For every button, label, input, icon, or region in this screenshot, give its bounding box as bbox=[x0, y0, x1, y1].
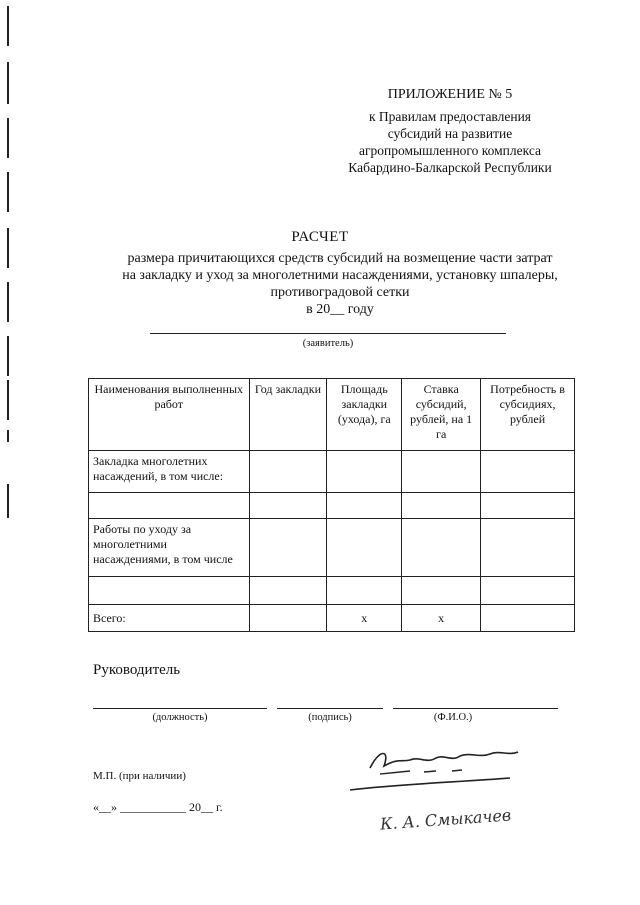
annex-block bbox=[300, 86, 600, 176]
document-subtitle bbox=[60, 250, 620, 318]
table-header-row bbox=[89, 379, 575, 451]
subtitle-line: противоградовой сетки bbox=[270, 285, 410, 300]
table-cell bbox=[481, 605, 575, 632]
table-cell bbox=[402, 451, 481, 493]
table-cell bbox=[89, 493, 250, 519]
table-cell bbox=[481, 519, 575, 577]
total-label: Всего: bbox=[89, 605, 250, 632]
subtitle-line: размера причитающихся средств субсидий на возмещение части затрат bbox=[127, 251, 553, 266]
table-cell bbox=[89, 577, 250, 605]
header-area: Площадь закладки (ухода), га bbox=[327, 379, 402, 451]
signature-line bbox=[277, 708, 383, 709]
name-line bbox=[393, 708, 558, 709]
scan-edge-mark bbox=[7, 336, 9, 376]
table-cell bbox=[327, 519, 402, 577]
header-works: Наименования выполненных работ bbox=[89, 379, 250, 451]
annex-line: к Правилам предоставления bbox=[368, 109, 532, 124]
table-cell bbox=[327, 493, 402, 519]
table-row bbox=[89, 519, 575, 577]
table-cell bbox=[249, 493, 327, 519]
header-rate: Ставка субсидий, рублей, на 1 га bbox=[402, 379, 481, 451]
scan-edge-mark bbox=[7, 282, 9, 322]
scan-edge-mark bbox=[7, 172, 9, 212]
handwritten-name: К. А. Смыкачев bbox=[379, 805, 512, 834]
table-cell bbox=[249, 519, 327, 577]
subtitle-line: на закладку и уход за многолетними насаждениями, установку шпалеры, bbox=[122, 268, 558, 283]
table-cell bbox=[481, 493, 575, 519]
table-row bbox=[89, 577, 575, 605]
table-cell bbox=[481, 451, 575, 493]
table-cell bbox=[327, 451, 402, 493]
scan-edge-mark bbox=[7, 6, 9, 46]
table-cell bbox=[327, 577, 402, 605]
table-row bbox=[89, 451, 575, 493]
header-need: Потребность в субсидиях, рублей bbox=[481, 379, 575, 451]
stamp-label: М.П. (при наличии) bbox=[93, 770, 186, 782]
header-year: Год закладки bbox=[249, 379, 327, 451]
table-cell bbox=[249, 577, 327, 605]
scan-edge-mark bbox=[7, 484, 9, 518]
applicant-caption: (заявитель) bbox=[302, 338, 354, 349]
table-row bbox=[89, 493, 575, 519]
table-cell: х bbox=[402, 605, 481, 632]
date-line: «__» ___________ 20__ г. bbox=[93, 800, 223, 814]
scan-edge-mark bbox=[7, 430, 9, 442]
handwritten-signature bbox=[340, 738, 540, 798]
table-cell bbox=[402, 577, 481, 605]
table-cell: х bbox=[327, 605, 402, 632]
position-line bbox=[93, 708, 267, 709]
table-cell bbox=[402, 519, 481, 577]
table-cell: Закладка многолетних насаждений, в том числе: bbox=[89, 451, 250, 493]
table-cell bbox=[481, 577, 575, 605]
table-cell bbox=[249, 451, 327, 493]
document-title: РАСЧЕТ bbox=[291, 229, 349, 245]
annex-line: Кабардино-Балкарской Республики bbox=[348, 160, 552, 175]
applicant-line bbox=[150, 333, 506, 334]
position-caption: (должность) bbox=[152, 712, 208, 723]
head-label: Руководитель bbox=[93, 662, 181, 678]
table-cell bbox=[402, 493, 481, 519]
signature-caption: (подпись) bbox=[308, 712, 352, 723]
scan-edge-mark bbox=[7, 118, 9, 158]
subtitle-line: в 20__ году bbox=[306, 302, 374, 317]
table-cell bbox=[249, 605, 327, 632]
name-caption: (Ф.И.О.) bbox=[433, 712, 473, 723]
table-row-total bbox=[89, 605, 575, 632]
annex-title: ПРИЛОЖЕНИЕ № 5 bbox=[387, 87, 513, 102]
table-cell: Работы по уходу за многолетними насаждениями, в том числе bbox=[89, 519, 250, 577]
annex-line: субсидий на развитие bbox=[387, 126, 513, 141]
scan-edge-mark bbox=[7, 62, 9, 104]
scan-edge-mark bbox=[7, 380, 9, 420]
annex-line: агропромышленного комплекса bbox=[359, 143, 541, 158]
subsidy-table bbox=[88, 378, 575, 632]
